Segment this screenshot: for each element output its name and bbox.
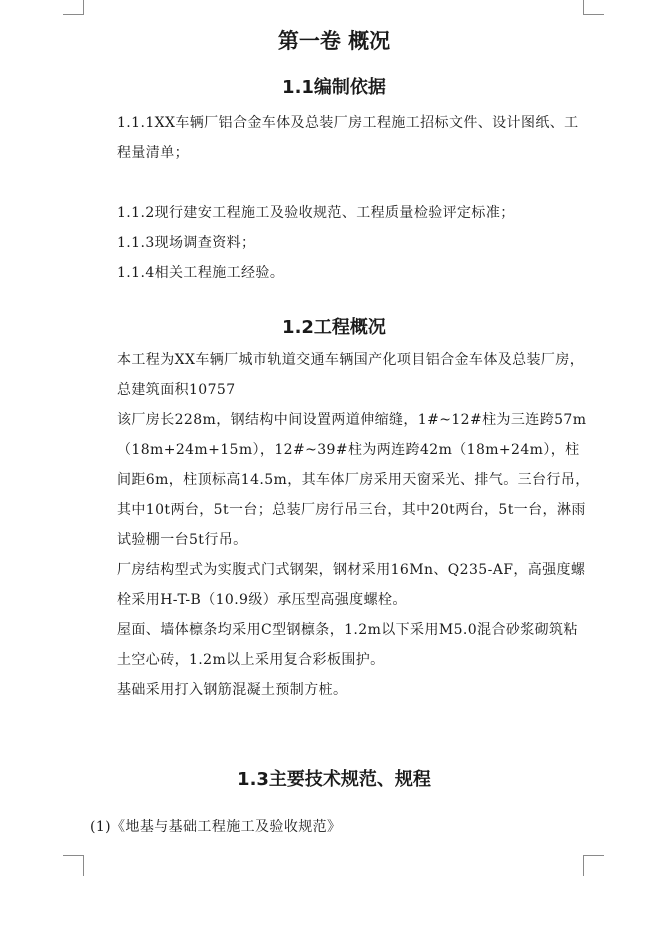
page-corner-mark-bottom-right — [583, 855, 604, 876]
page-corner-mark-top-right — [583, 0, 604, 15]
reference-item-1: (1)《地基与基础工程施工及验收规范》 — [90, 819, 342, 835]
paragraph-overview-4: 屋面、墙体檩条均采用C型钢檩条，1.2m以下采用M5.0混合砂浆砌筑粘土空心砖，1.2m以上采用复合彩板围护。 — [117, 622, 578, 668]
paragraph-overview-1: 本工程为XX车辆厂城市轨道交通车辆国产化项目铝合金车体及总装厂房，总建筑面积10757 — [117, 352, 585, 398]
section-heading-1-3: 1.3主要技术规范、规程 — [237, 769, 431, 790]
paragraph-overview-5: 基础采用打入钢筋混凝土预制方桩。 — [117, 682, 348, 698]
paragraph-basis-3: 1.1.3现场调查资料； — [117, 235, 256, 251]
section-heading-1-1: 1.1编制依据 — [282, 77, 386, 98]
page-corner-mark-bottom-left — [63, 855, 84, 876]
paragraph-basis-4: 1.1.4相关工程施工经验。 — [117, 265, 285, 281]
paragraph-overview-3: 厂房结构型式为实腹式门式钢架，钢材采用16Mn、Q235-AF，高强度螺栓采用H-T-B（10.9级）承压型高强度螺栓。 — [117, 562, 586, 608]
section-heading-1-2: 1.2工程概况 — [282, 317, 386, 338]
page-corner-mark-top-left — [63, 0, 84, 15]
paragraph-overview-2: 该厂房长228m，钢结构中间设置两道伸缩缝，1#~12#柱为三连跨57m（18m+24m+15m），12#~39#柱为两连跨42m（18m+24m），柱间距6m，柱顶标高14.5m，其车体厂房采用天窗采光、排气。三台行吊，其中10t两台，5t一台；总装厂房行吊三台，其中20t两台，5t一台，淋雨试验棚一台5t行吊。 — [117, 412, 590, 548]
paragraph-basis-2: 1.1.2现行建安工程施工及验收规范、工程质量检验评定标准； — [117, 205, 515, 221]
paragraph-basis-1: 1.1.1XX车辆厂铝合金车体及总装厂房工程施工招标文件、设计图纸、工程量清单； — [117, 115, 579, 161]
volume-title: 第一卷 概况 — [277, 29, 391, 53]
